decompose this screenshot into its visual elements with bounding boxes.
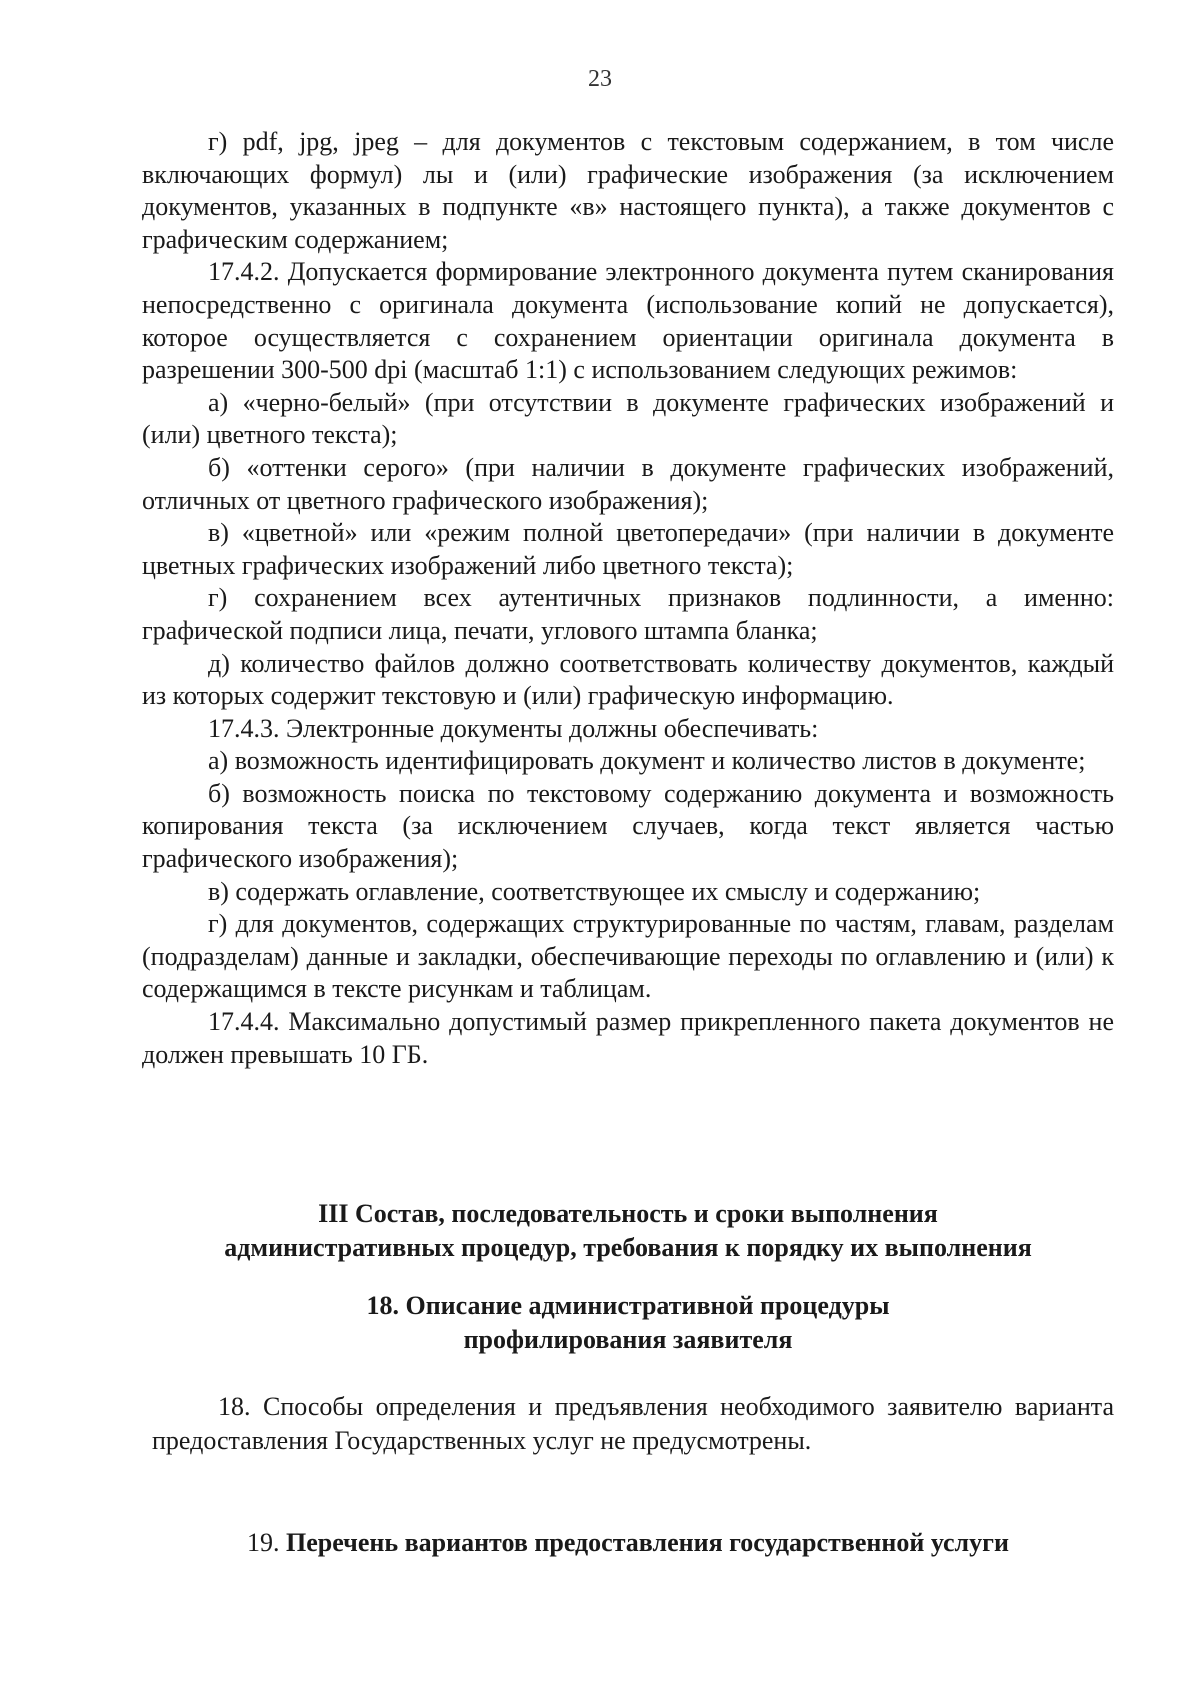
section-19-heading	[142, 1526, 1114, 1560]
paragraph-req-v: в) содержать оглавление, соответствующее их смыслу и содержанию;	[208, 876, 981, 906]
section-18-heading-line-2: профилирования заявителя	[463, 1325, 793, 1354]
section-18-heading	[142, 1289, 1114, 1357]
paragraph-17-4-4: 17.4.4. Максимально допустимый размер прикрепленного пакета документов не должен превышать 10 ГБ.	[142, 1007, 1114, 1069]
section-18-body	[152, 1390, 1114, 1458]
paragraph-req-a: а) возможность идентифицировать документ и количество листов в документе;	[208, 746, 1086, 776]
section-19-title: Перечень вариантов предоставления государственной услуги	[286, 1528, 1009, 1557]
body-text	[142, 126, 1114, 1071]
paragraph-17-4-2: 17.4.2. Допускается формирование электронного документа путем сканирования непосредственно с оригинала документа (использование копий не допускается), которое осуществляется с сохранением ориентации оригинала документа в разрешении 300-500 dpi (масштаб 1:1) с использованием следующих режимов:	[142, 257, 1114, 385]
section-19-heading-line	[142, 1526, 1114, 1560]
paragraph-17-4-3: 17.4.3. Электронные документы должны обеспечивать:	[208, 713, 819, 743]
section-19-number: 19.	[247, 1528, 280, 1557]
paragraph-mode-d: д) количество файлов должно соответствовать количеству документов, каждый из которых содержит текстовую и (или) графическую информацию.	[142, 648, 1114, 711]
paragraph-mode-a: а) «черно-белый» (при отсутствии в документе графических изображений и (или) цветного текста);	[142, 387, 1114, 450]
paragraph-mode-g: г) сохранением всех аутентичных признаков подлинности, а именно: графической подписи лица, печати, углового штампа бланка;	[142, 583, 1114, 645]
section-18-paragraph: 18. Способы определения и предъявления необходимого заявителю варианта предоставления Государственных услуг не предусмотрены.	[152, 1392, 1114, 1455]
section-3-heading-line-2: административных процедур, требования к порядку их выполнения	[224, 1233, 1032, 1262]
page-number: 23	[588, 66, 612, 92]
paragraph-req-g: г) для документов, содержащих структурированные по частям, главам, разделам (подразделам) данные и закладки, обеспечивающие переходы по оглавлению и (или) к содержащимся в тексте рисункам и таблицам.	[142, 909, 1114, 1004]
paragraph-req-b: б) возможность поиска по текстовому содержанию документа и возможность копирования текста (за исключением случаев, когда текст является частью графического изображения);	[142, 778, 1114, 874]
paragraph-mode-v: в) «цветной» или «режим полной цветопередачи» (при наличии в документе цветных графических изображений либо цветного текста);	[142, 518, 1114, 580]
section-18-heading-line-1: 18. Описание административной процедуры	[366, 1291, 890, 1320]
section-3-heading-line-1: III Состав, последовательность и сроки выполнения	[318, 1199, 938, 1228]
paragraph-mode-b: б) «оттенки серого» (при наличии в документе графических изображений, отличных от цветного графического изображения);	[142, 452, 1114, 515]
section-3-heading	[142, 1197, 1114, 1265]
paragraph-g-formats: г) pdf, jpg, jpeg – для документов с текстовым содержанием, в том числе включающих формул) лы и (или) графические изображения (за исключением документов, указанных в подпункте «в» настоящего пункта), а также документов с графическим содержанием;	[142, 127, 1114, 254]
